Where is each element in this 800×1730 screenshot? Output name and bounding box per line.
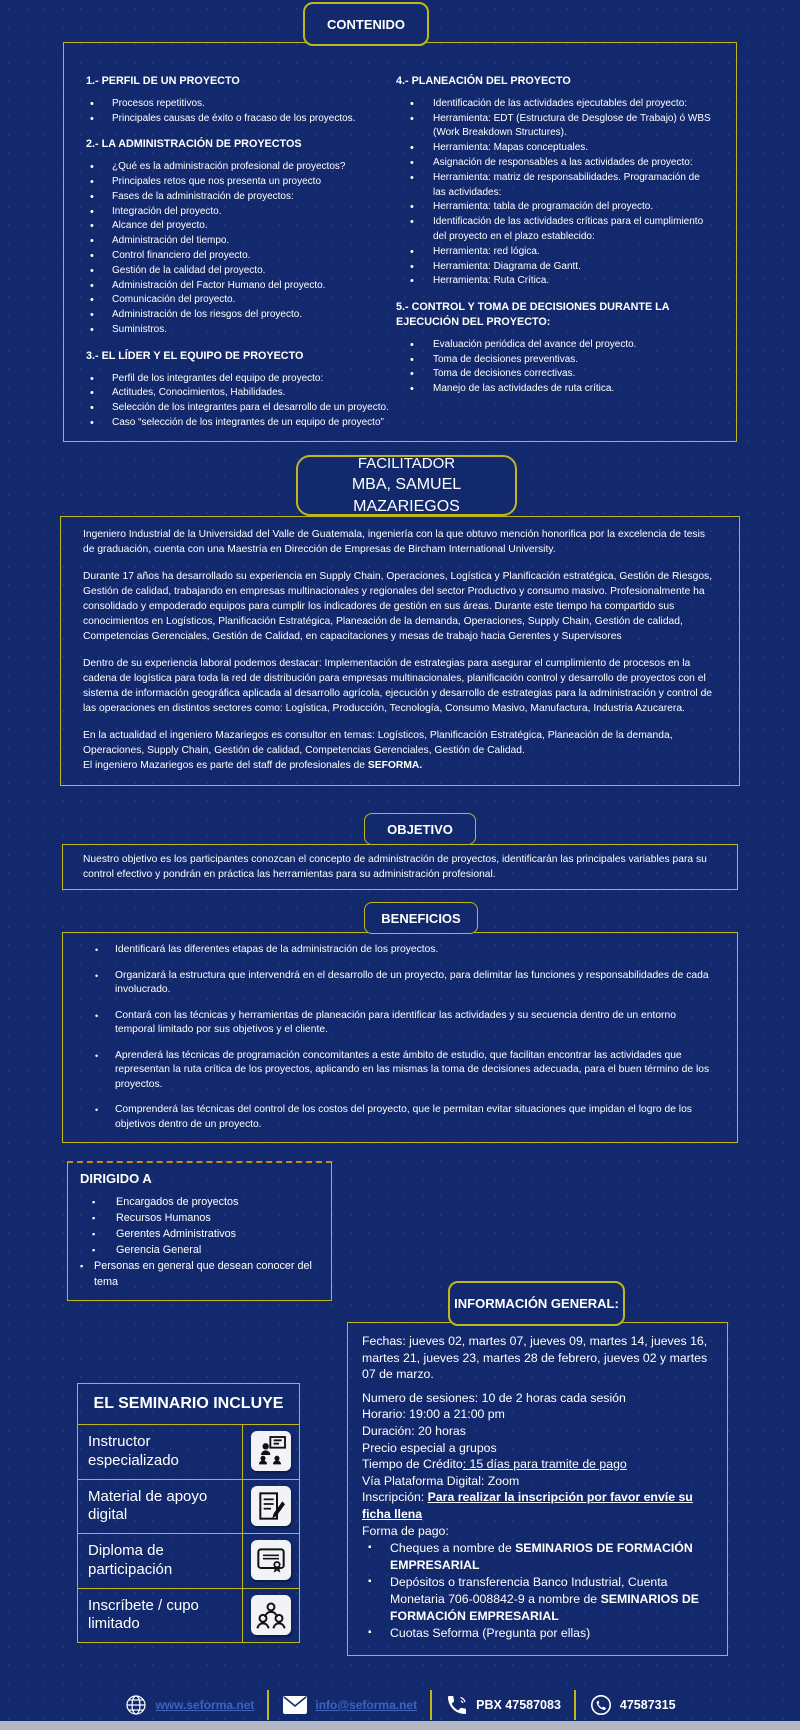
beneficio-item: • Identificará las diferentes etapas de la administración de los proyectos. bbox=[87, 943, 713, 958]
contenido-line: • Asignación de responsables a las actividades de proyecto: bbox=[396, 156, 714, 171]
contenido-line: • Integración del proyecto. bbox=[86, 205, 396, 220]
contenido-line: 5.- CONTROL Y TOMA DE DECISIONES DURANTE LA EJECUCIÓN DEL PROYECTO: bbox=[396, 301, 670, 328]
contenido-line: 1.- PERFIL DE UN PROYECTO bbox=[86, 75, 240, 87]
info-sesiones: Numero de sesiones: 10 de 2 horas cada sesión bbox=[362, 1390, 626, 1405]
facilitador-paragraphs bbox=[83, 527, 717, 758]
email-icon bbox=[282, 1695, 308, 1715]
pago-item: ▪ Depósitos o transferencia Banco Industrial, Cuenta Monetaria 706-008842-9 a nombre de SEMINARIOS DE FORMACIÓN EMPRESARIAL bbox=[362, 1574, 713, 1624]
dirigido-box bbox=[67, 1161, 332, 1301]
contenido-line: • Procesos repetitivos. bbox=[86, 97, 396, 112]
seminario-row-label: Instructor especializado bbox=[78, 1425, 243, 1480]
facilitador-title-line1: FACILITADOR bbox=[357, 454, 456, 472]
contenido-line: • Suministros. bbox=[86, 323, 396, 338]
objetivo-title-pill bbox=[364, 813, 476, 845]
people-group-icon bbox=[251, 1595, 291, 1635]
facilitador-name: MBA, SAMUEL MAZARIEGOS bbox=[351, 476, 462, 515]
bottom-strip bbox=[0, 1721, 800, 1730]
info-plataforma: Vía Plataforma Digital: Zoom bbox=[362, 1473, 520, 1488]
pago-item: ▪ Cuotas Seforma (Pregunta por ellas) bbox=[362, 1625, 713, 1642]
whatsapp-number: 47587315 bbox=[619, 1698, 676, 1712]
contenido-title-pill bbox=[303, 2, 429, 46]
bio-staff-text: El ingeniero Mazariegos es parte del staff de profesionales de bbox=[83, 760, 368, 771]
beneficios-title-pill bbox=[364, 902, 478, 934]
contenido-line: • Herramienta: Mapas conceptuales. bbox=[396, 141, 714, 156]
beneficios-title-label: BENEFICIOS bbox=[381, 910, 461, 926]
contenido-line: 2.- LA ADMINISTRACIÓN DE PROYECTOS bbox=[86, 138, 302, 151]
contenido-line: • Perfil de los integrantes del equipo de proyecto: bbox=[86, 372, 396, 387]
contenido-line: • Comunicación del proyecto. bbox=[86, 293, 396, 308]
beneficio-item: • Comprenderá las técnicas del control de los costos del proyecto, que le permitan evitar situaciones que impidan el logro de los objetivos dentro de un proyecto. bbox=[87, 1103, 713, 1132]
objetivo-text: Nuestro objetivo es los participantes conozcan el concepto de administración de proyectos, identificarán las principales variables para su control efectivo y pondrán en práctica las herramientas para su administración profesional. bbox=[83, 854, 707, 880]
contenido-title-label: CONTENIDO bbox=[327, 16, 405, 32]
footer-website bbox=[111, 1693, 267, 1717]
contenido-line: • Selección de los integrantes para el desarrollo de un proyecto. bbox=[86, 401, 396, 416]
dirigido-list bbox=[80, 1194, 319, 1290]
seminario-row-label: Diploma de participación bbox=[78, 1534, 243, 1589]
presenter-icon bbox=[251, 1431, 291, 1471]
contenido-line: • Herramienta: tabla de programación del proyecto. bbox=[396, 200, 714, 215]
seminario-title: EL SEMINARIO INCLUYE bbox=[78, 1384, 300, 1425]
contenido-line: • Administración del Factor Humano del proyecto. bbox=[86, 279, 396, 294]
contenido-line: • Principales causas de éxito o fracaso de los proyectos. bbox=[86, 112, 396, 127]
contenido-line: • Fases de la administración de proyectos: bbox=[86, 190, 396, 205]
bio-paragraph: Durante 17 años ha desarrollado su experiencia en Supply Chain, Operaciones, Logística y Planificación estratégica, Gestión de Riesgos, Gestión de calidad, trabajando en empresas multinacionales y regionales del sector Productivo y consumo masivo. Profesionalmente ha consolidado y empoderado equipos para cumplir los indicadores de gestión en sus áreas. Durante este tiempo ha compartido sus conocimientos en Logísticos, Planificación Estratégica, Planeación de la demanda, Operaciones, Supply Chain, Gestión de calidad, Competencias Gerenciales, Gestión de Calidad, en capacitaciones y mesas de trabajo hacia Gerentes y Supervisores bbox=[83, 571, 713, 642]
dirigido-item: ▪ Encargados de proyectos bbox=[80, 1194, 319, 1210]
informacion-title-pill bbox=[448, 1281, 625, 1326]
objetivo-title-label: OBJETIVO bbox=[387, 821, 453, 837]
info-horario: Horario: 19:00 a 21:00 pm bbox=[362, 1407, 505, 1422]
info-duracion: Duración: 20 horas bbox=[362, 1423, 466, 1438]
table-row bbox=[78, 1425, 300, 1480]
footer-email bbox=[269, 1695, 430, 1715]
informacion-title-label: INFORMACIÓN GENERAL: bbox=[454, 1296, 619, 1311]
contenido-line: • Control financiero del proyecto. bbox=[86, 249, 396, 264]
contenido-right-column bbox=[396, 63, 714, 421]
objetivo-box bbox=[62, 844, 738, 890]
contenido-line: • Principales retos que nos presenta un proyecto bbox=[86, 175, 396, 190]
info-fechas: Fechas: jueves 02, martes 07, jueves 09, martes 14, jueves 16, martes 21, jueves 23, martes 28 de febrero, jueves 02 y martes 07 de marzo. bbox=[362, 1334, 708, 1382]
contenido-line: • Identificación de las actividades críticas para el cumplimiento del proyecto en el plazo establecido: bbox=[396, 215, 714, 245]
whatsapp-icon bbox=[589, 1693, 613, 1717]
dirigido-item: ▪ Recursos Humanos bbox=[80, 1210, 319, 1226]
contenido-line: • Caso “selección de los integrantes de un equipo de proyecto” bbox=[86, 416, 396, 431]
email-link[interactable]: info@seforma.net bbox=[315, 1698, 418, 1712]
contenido-line: • Herramienta: matriz de responsabilidades. Programación de las actividades: bbox=[396, 171, 714, 201]
informacion-box bbox=[347, 1322, 728, 1656]
table-row bbox=[78, 1588, 300, 1643]
pago-item: ▪ Cheques a nombre de SEMINARIOS DE FORMACIÓN EMPRESARIAL bbox=[362, 1540, 713, 1573]
beneficios-box bbox=[62, 932, 738, 1143]
table-row bbox=[78, 1534, 300, 1589]
facilitador-bio-box bbox=[60, 516, 740, 786]
bio-paragraph: En la actualidad el ingeniero Mazariegos es consultor en temas: Logísticos, Planificación Estratégica, Planeación de la demanda, Operaciones, Supply Chain, Gestión de calidad, Competencias Gerenciales, Gestión de Calidad. bbox=[83, 730, 673, 756]
bio-paragraph: Dentro de su experiencia laboral podemos destacar: Implementación de estrategias para asegurar el cumplimiento de procesos en la cadena de logística para toda la red de distribución para empresas multinacionales, planificación control y desarrollo de proyectos con el sistema de información geográfica aplicada al desarrollo agrícola, ejecución y desarrollo de estrategias para la administración y control de las operaciones en distintos sectores como: Logística, Producción, Tecnología, Consumo Masivo, Manufactura, Industria Azucarera. bbox=[83, 658, 713, 714]
footer-pbx bbox=[432, 1693, 574, 1717]
contenido-line: • Herramienta: Ruta Crítica. bbox=[396, 274, 714, 289]
dirigido-item: ▪ Personas en general que desean conocer del tema bbox=[80, 1258, 319, 1290]
bio-staff-line bbox=[83, 758, 717, 773]
contenido-line: • Herramienta: Diagrama de Gantt. bbox=[396, 260, 714, 275]
seminario-incluye-table bbox=[77, 1383, 300, 1643]
contenido-line: • ¿Qué es la administración profesional de proyectos? bbox=[86, 160, 396, 175]
beneficio-item: • Aprenderá las técnicas de programación concomitantes a este ámbito de estudio, que facilitan encontrar las actividades que representan la ruta crítica de los proyectos, aplicando en las mismas la toma de decisiones adecuada, para el buen término de los proyectos. bbox=[87, 1049, 713, 1093]
contenido-line: • Herramienta: EDT (Estructura de Desglose de Trabajo) ó WBS (Work Breakdown Structures). bbox=[396, 112, 714, 142]
globe-icon bbox=[124, 1693, 148, 1717]
contenido-line: • Administración de los riesgos del proyecto. bbox=[86, 308, 396, 323]
table-row bbox=[78, 1479, 300, 1534]
info-inscripcion: Inscripción: Para realizar la inscripción por favor envíe su ficha llena bbox=[362, 1490, 693, 1521]
contenido-line: • Actitudes, Conocimientos, Habilidades. bbox=[86, 386, 396, 401]
contenido-line: • Herramienta: red lógica. bbox=[396, 245, 714, 260]
seminario-row-label: Material de apoyo digital bbox=[78, 1479, 243, 1534]
dirigido-item: ▪ Gerencia General bbox=[80, 1242, 319, 1258]
phone-icon bbox=[445, 1693, 469, 1717]
footer-whatsapp bbox=[576, 1693, 689, 1717]
contenido-line: • Identificación de las actividades ejecutables del proyecto: bbox=[396, 97, 714, 112]
info-forma-pago: Forma de pago: bbox=[362, 1523, 449, 1538]
info-credito: Tiempo de Crédito: 15 días para tramite de pago bbox=[362, 1457, 627, 1472]
contenido-line: • Alcance del proyecto. bbox=[86, 219, 396, 234]
contenido-box bbox=[63, 42, 737, 442]
diploma-icon bbox=[251, 1540, 291, 1580]
bio-paragraph: Ingeniero Industrial de la Universidad del Valle de Guatemala, ingeniería con la que obtuvo mención honorifica por la excelencia de tesis de graduación, cuenta con una Maestría en Dirección de Empresas de Bircham International University. bbox=[83, 529, 706, 555]
contenido-line: 4.- PLANEACIÓN DEL PROYECTO bbox=[396, 75, 571, 87]
pbx-number: PBX 47587083 bbox=[476, 1698, 561, 1712]
dirigido-title: DIRIGIDO A bbox=[80, 1171, 152, 1186]
beneficio-item: • Contará con las técnicas y herramientas de planeación para identificar las actividades y su secuencia dentro de un entorno temporal limitado por sus objetivos y el cliente. bbox=[87, 1009, 713, 1038]
bio-staff-brand: SEFORMA. bbox=[367, 760, 423, 771]
beneficio-item: • Organizará la estructura que intervendrá en el desarrollo de un proyecto, para delimitar las funciones y responsabilidades de cada involucrado. bbox=[87, 969, 713, 998]
pago-list bbox=[362, 1540, 713, 1642]
contenido-line: • Toma de decisiones correctivas. bbox=[396, 367, 714, 382]
contenido-line: • Gestión de la calidad del proyecto. bbox=[86, 264, 396, 279]
seminario-row-label: Inscríbete / cupo limitado bbox=[78, 1588, 243, 1643]
contenido-line: • Toma de decisiones preventivas. bbox=[396, 353, 714, 368]
contenido-left-column bbox=[86, 63, 396, 428]
info-precio: Precio especial a grupos bbox=[362, 1440, 497, 1455]
contenido-line: • Evaluación periódica del avance del proyecto. bbox=[396, 338, 714, 353]
facilitador-title-pill bbox=[296, 455, 517, 516]
website-link[interactable]: www.seforma.net bbox=[155, 1698, 255, 1712]
contenido-line: • Administración del tiempo. bbox=[86, 234, 396, 249]
footer bbox=[0, 1690, 800, 1720]
dirigido-item: ▪ Gerentes Administrativos bbox=[80, 1226, 319, 1242]
contenido-line: 3.- EL LÍDER Y EL EQUIPO DE PROYECTO bbox=[86, 349, 304, 362]
contenido-line: • Manejo de las actividades de ruta crítica. bbox=[396, 382, 714, 397]
notes-icon bbox=[251, 1486, 291, 1526]
